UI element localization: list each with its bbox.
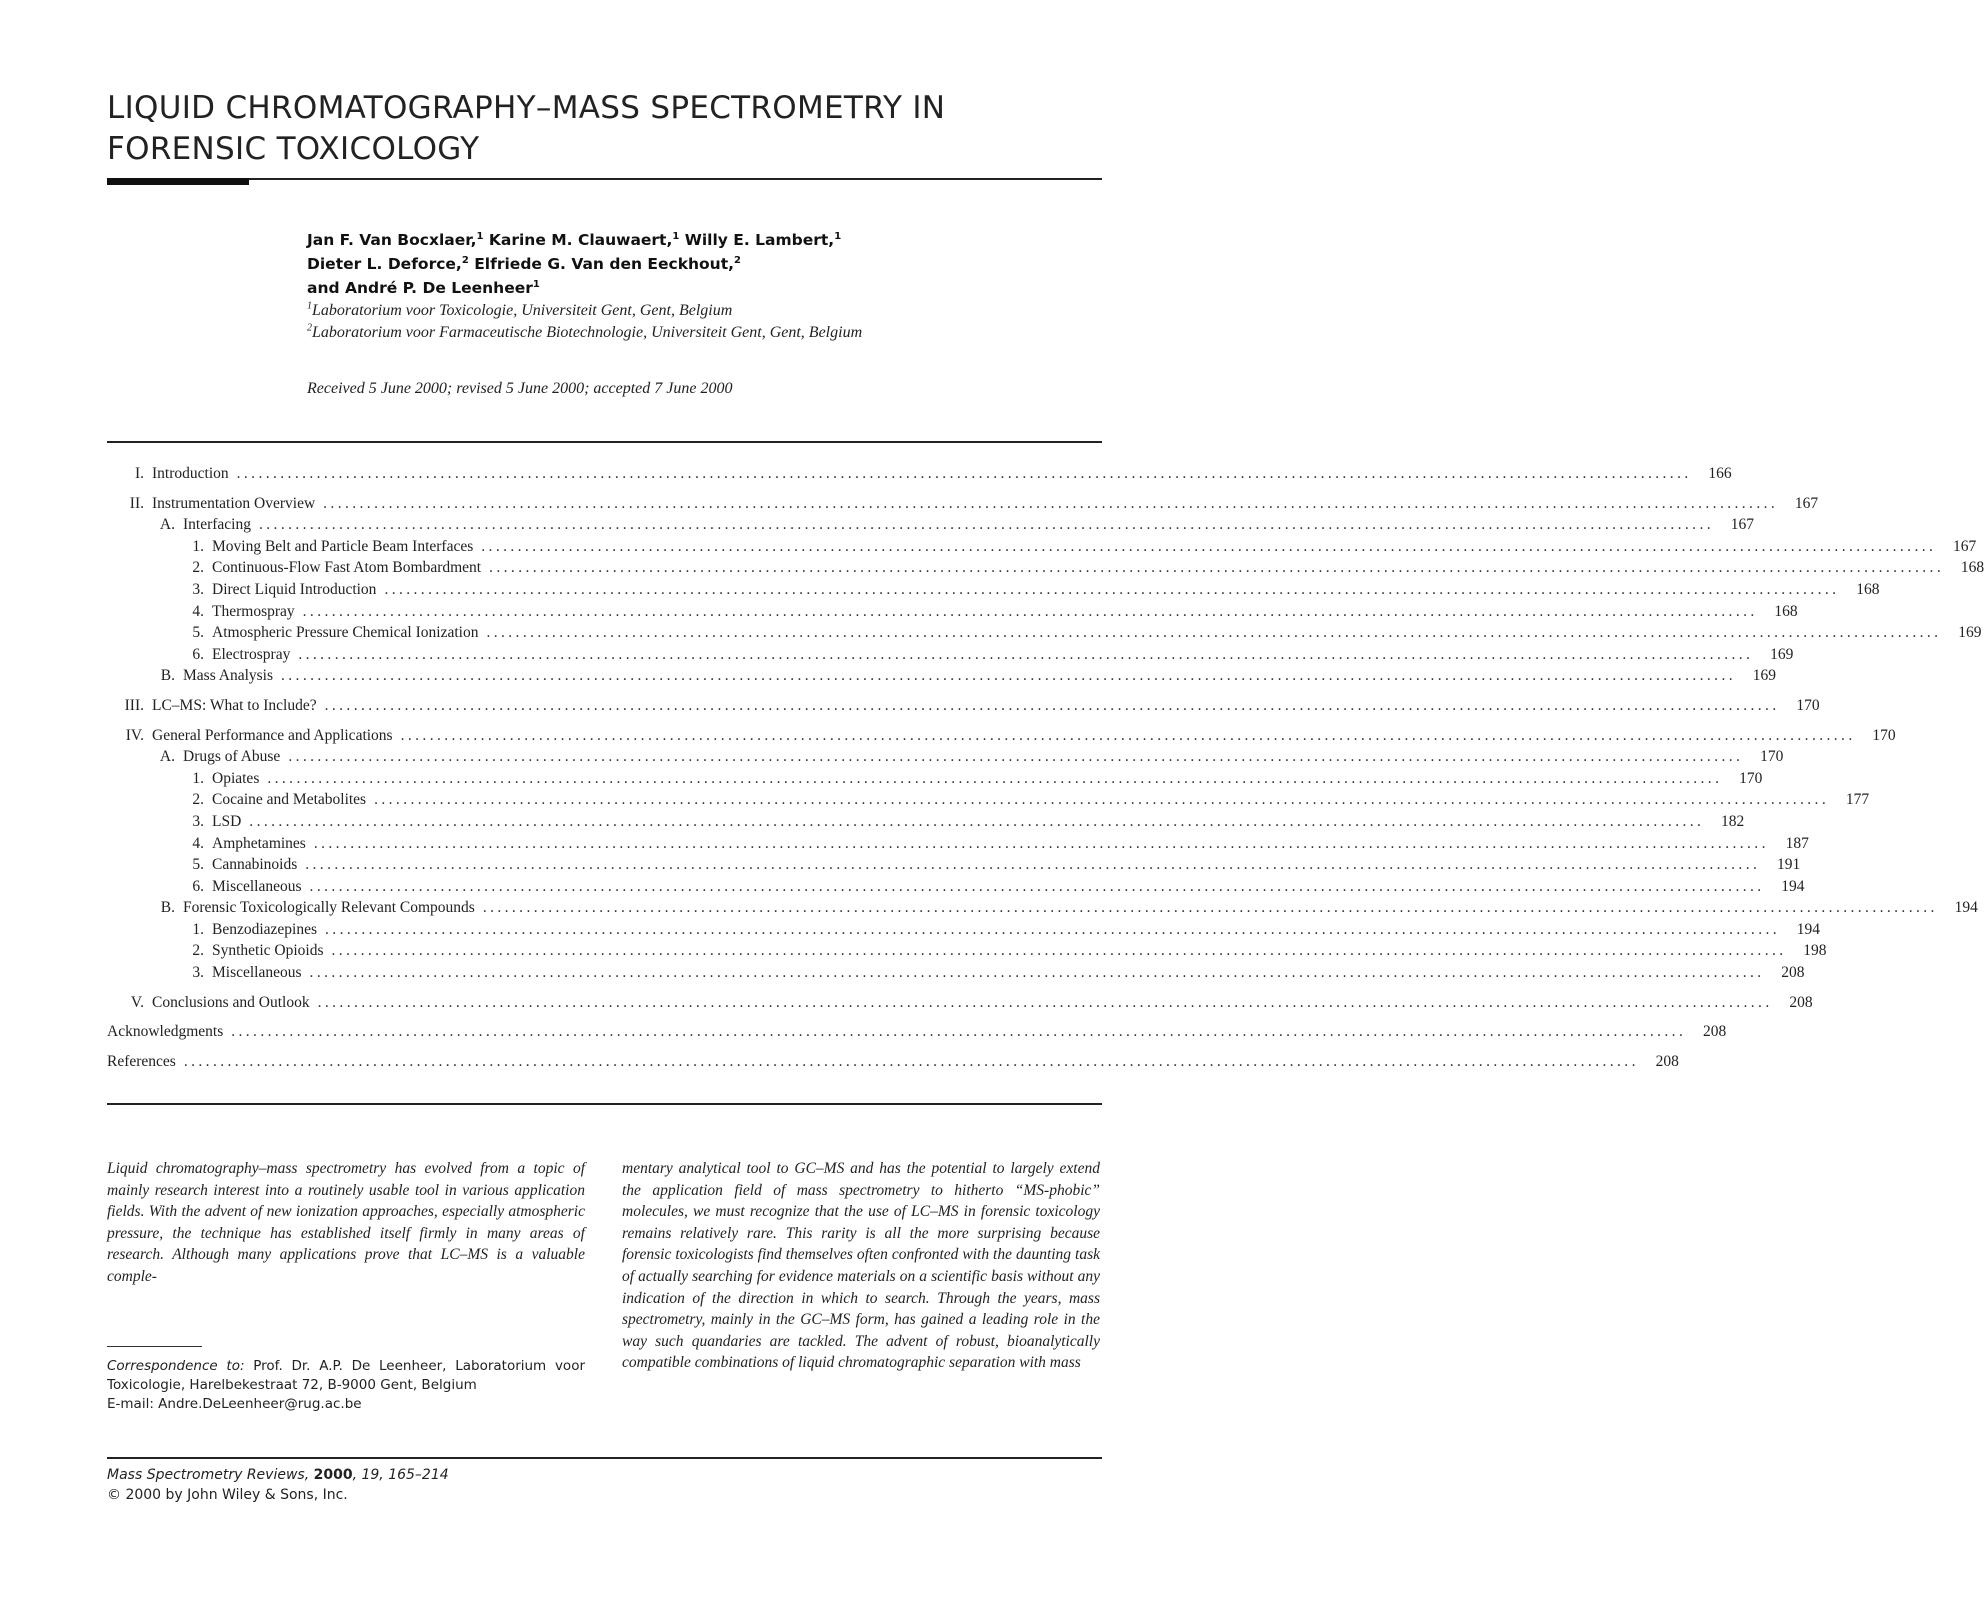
- toc-row: [107, 1051, 1679, 1073]
- toc-leader-dots: ........................................................................................................................................................................................................: [323, 494, 1779, 512]
- toc-row: [107, 789, 1870, 811]
- toc-number: 3.: [192, 580, 204, 598]
- toc-label: Acknowledgments: [107, 1023, 224, 1041]
- toc-label: References: [107, 1052, 176, 1070]
- toc-top-rule: [107, 441, 1102, 443]
- toc-row: [107, 695, 1820, 717]
- toc-leader-dots: ........................................................................................................................................................................................................: [236, 465, 1692, 482]
- toc-number: 1.: [192, 537, 204, 555]
- abstract-column-left: Liquid chromatography–mass spectrometry has evolved from a topic of mainly research interest into a routinely usable tool in various application fields. With the advent of new ionization approaches, especially atmospheric pressure, the technique has established itself firmly in many areas of research. Although many applications prove that LC–MS is a valuable comple-: [107, 1160, 585, 1285]
- toc-leader-dots: ........................................................................................................................................................................................................: [325, 920, 1781, 938]
- toc-label: Forensic Toxicologically Relevant Compounds: [183, 899, 475, 917]
- toc-page-number: 169: [1958, 624, 1982, 642]
- toc-number: 5.: [192, 856, 204, 874]
- correspondence-lead: Correspondence to:: [107, 1358, 245, 1374]
- toc-page-number: 166: [1708, 465, 1732, 482]
- toc-bottom-rule: [107, 1103, 1102, 1105]
- toc-leader-dots: ........................................................................................................................................................................................................: [298, 645, 1754, 663]
- toc-page-number: 170: [1739, 769, 1763, 787]
- toc-number: II.: [129, 494, 144, 512]
- toc-leader-dots: ........................................................................................................................................................................................................: [309, 877, 1765, 895]
- toc-row: [107, 919, 1821, 941]
- author: Jan F. Van Bocxlaer,$^1$: [307, 230, 484, 249]
- toc-leader-dots: ........................................................................................................................................................................................................: [331, 942, 1787, 960]
- toc-number: 2.: [192, 559, 204, 577]
- author: Elfriede G. Van den Eeckhout,$^2$: [474, 254, 741, 273]
- toc-label: Opiates: [212, 769, 260, 787]
- toc-page-number: 194: [1954, 899, 1978, 917]
- toc-row: [107, 811, 1745, 833]
- toc-label: LSD: [212, 812, 242, 830]
- footnote-rule: [107, 1346, 202, 1347]
- toc-row: [107, 463, 1732, 485]
- toc-label: Miscellaneous: [212, 964, 302, 982]
- toc-leader-dots: ........................................................................................................................................................................................................: [231, 1023, 1687, 1041]
- toc-number: 6.: [192, 877, 204, 895]
- toc-page-number: 187: [1785, 834, 1809, 852]
- toc-number: B.: [160, 899, 175, 917]
- affiliation: $^1$Laboratorium voor Toxicologie, Universiteit Gent, Gent, Belgium: [307, 300, 733, 319]
- table-of-contents: [107, 463, 1984, 1072]
- toc-row: [107, 746, 1784, 768]
- toc-leader-dots: ........................................................................................................................................................................................................: [384, 580, 1840, 598]
- toc-page-number: 167: [1953, 537, 1977, 555]
- toc-leader-dots: ........................................................................................................................................................................................................: [374, 791, 1830, 809]
- toc-page-number: 194: [1796, 920, 1821, 938]
- toc-row: [107, 833, 1809, 855]
- toc-page-number: 191: [1777, 856, 1801, 874]
- toc-page-number: 169: [1752, 667, 1776, 685]
- toc-label: Direct Liquid Introduction: [212, 580, 377, 598]
- toc-page-number: 208: [1702, 1023, 1727, 1041]
- author: Karine M. Clauwaert,$^1$: [488, 230, 680, 249]
- toc-row: [107, 962, 1805, 984]
- toc-leader-dots: ........................................................................................................................................................................................................: [259, 516, 1714, 534]
- toc-number: 4.: [192, 602, 204, 620]
- toc-page-number: 168: [1960, 559, 1984, 577]
- toc-number: 2.: [192, 942, 204, 960]
- toc-leader-dots: ........................................................................................................................................................................................................: [317, 993, 1773, 1011]
- toc-page-number: 177: [1845, 791, 1870, 809]
- toc-page-number: 170: [1872, 726, 1896, 744]
- toc-page-number: 182: [1721, 812, 1745, 830]
- article-title: LIQUID CHROMATOGRAPHY–MASS SPECTROMETRY IN FORENSIC TOXICOLOGY: [107, 90, 946, 167]
- toc-label: Mass Analysis: [183, 667, 273, 685]
- toc-label: Miscellaneous: [212, 877, 302, 895]
- title-rule: [107, 178, 1102, 180]
- toc-page-number: 168: [1856, 580, 1880, 598]
- abstract-column-right: mentary analytical tool to GC–MS and has the potential to largely extend the application field of mass spectrometry to hitherto “MS-phobic” molecules, we must recognize that the use of LC–MS in forensic toxicology remains relatively rare. This rarity is all the more surprising because forensic toxicologists find themselves often confronted with the daunting task of actually searching for evidence materials on a scientific basis without any indication of the direction in which to search. Through the years, mass spectrometry, mainly in the GC–MS form, has gained a leading role in the way such quandaries are tackled. The advent of robust, bioanalytically compatible combinations of liquid chromatographic separation with mass: [622, 1160, 1100, 1372]
- toc-row: [107, 940, 1827, 962]
- toc-leader-dots: ........................................................................................................................................................................................................: [313, 834, 1769, 852]
- toc-number: 6.: [192, 645, 204, 663]
- toc-row: [107, 897, 1978, 919]
- toc-label: Instrumentation Overview: [152, 494, 316, 512]
- toc-row: [107, 854, 1801, 876]
- toc-label: Synthetic Opioids: [212, 942, 324, 960]
- toc-number: A.: [159, 748, 175, 766]
- received-dates: Received 5 June 2000; revised 5 June 2000; accepted 7 June 2000: [307, 380, 733, 397]
- toc-number: 3.: [192, 964, 204, 982]
- footer-rule: [107, 1457, 1102, 1459]
- toc-label: Continuous-Flow Fast Atom Bombardment: [212, 559, 482, 577]
- toc-page-number: 168: [1774, 602, 1798, 620]
- toc-label: Electrospray: [212, 645, 291, 663]
- toc-row: [107, 644, 1794, 666]
- toc-leader-dots: ........................................................................................................................................................................................................: [302, 602, 1758, 620]
- toc-page-number: 169: [1770, 645, 1794, 663]
- toc-number: 3.: [192, 812, 204, 830]
- toc-leader-dots: ........................................................................................................................................................................................................: [400, 726, 1856, 744]
- toc-leader-dots: ........................................................................................................................................................................................................: [281, 667, 1736, 685]
- affiliations: [307, 300, 1027, 344]
- toc-label: Amphetamines: [212, 834, 306, 852]
- correspondence-footnote: [107, 1357, 585, 1414]
- copyright: © 2000 by John Wiley & Sons, Inc.: [107, 1487, 348, 1503]
- toc-leader-dots: ........................................................................................................................................................................................................: [305, 856, 1761, 874]
- toc-number: 4.: [192, 834, 204, 852]
- toc-leader-dots: ........................................................................................................................................................................................................: [486, 624, 1942, 642]
- toc-page-number: 167: [1794, 494, 1819, 512]
- toc-number: V.: [130, 993, 144, 1011]
- toc-row: [107, 665, 1776, 687]
- toc-label: Cannabinoids: [212, 856, 298, 874]
- toc-number: III.: [124, 696, 144, 714]
- author-list: [307, 228, 1027, 300]
- toc-row: [107, 579, 1880, 601]
- toc-row: [107, 536, 1977, 558]
- author: and André P. De Leenheer$^1$: [307, 278, 540, 297]
- toc-number: 1.: [192, 769, 204, 787]
- toc-leader-dots: ........................................................................................................................................................................................................: [288, 748, 1744, 766]
- toc-label: Cocaine and Metabolites: [212, 791, 367, 809]
- affiliation: $^2$Laboratorium voor Farmaceutische Biotechnologie, Universiteit Gent, Gent, Belgium: [307, 322, 863, 341]
- toc-label: Thermospray: [212, 602, 295, 620]
- toc-number: A.: [159, 516, 175, 534]
- toc-page-number: 208: [1781, 964, 1805, 982]
- toc-row: [107, 768, 1763, 790]
- journal-footer: [107, 1465, 807, 1505]
- toc-row: [107, 876, 1805, 898]
- toc-label: LC–MS: What to Include?: [152, 696, 317, 714]
- toc-number: 5.: [192, 624, 204, 642]
- author: Dieter L. Deforce,$^2$: [307, 254, 469, 273]
- toc-page-number: 170: [1760, 748, 1784, 766]
- toc-row: [107, 557, 1984, 579]
- toc-row: [107, 493, 1819, 515]
- toc-page-number: 170: [1796, 696, 1820, 714]
- toc-label: Interfacing: [183, 516, 251, 534]
- toc-leader-dots: ........................................................................................................................................................................................................: [183, 1052, 1639, 1070]
- toc-label: Benzodiazepines: [212, 920, 318, 938]
- toc-leader-dots: ........................................................................................................................................................................................................: [482, 899, 1938, 917]
- toc-row: [107, 601, 1798, 623]
- toc-page-number: 198: [1803, 942, 1827, 960]
- toc-number: IV.: [125, 726, 144, 744]
- toc-number: I.: [134, 465, 144, 482]
- toc-label: Moving Belt and Particle Beam Interfaces: [212, 537, 474, 555]
- title-accent-bar: [107, 178, 249, 185]
- toc-row: [107, 725, 1896, 747]
- correspondence-text: Prof. Dr. A.P. De Leenheer, Laboratorium voor Toxicologie, Harelbekestraat 72, B-9000 Gent, Belgium: [107, 1358, 586, 1393]
- toc-label: Conclusions and Outlook: [152, 993, 310, 1011]
- toc-row: [107, 514, 1754, 536]
- toc-leader-dots: ........................................................................................................................................................................................................: [481, 537, 1937, 555]
- toc-row: [107, 992, 1813, 1014]
- toc-leader-dots: ........................................................................................................................................................................................................: [309, 964, 1765, 982]
- toc-label: Drugs of Abuse: [183, 748, 281, 766]
- author: Willy E. Lambert,$^1$: [684, 230, 842, 249]
- toc-page-number: 208: [1789, 993, 1813, 1011]
- toc-leader-dots: ........................................................................................................................................................................................................: [324, 696, 1780, 714]
- toc-number: B.: [160, 667, 175, 685]
- toc-row: [107, 622, 1982, 644]
- toc-label: Atmospheric Pressure Chemical Ionization: [212, 624, 479, 642]
- toc-row: [107, 1021, 1727, 1043]
- journal-citation: Mass Spectrometry Reviews, 2000, 19, 165–214: [107, 1467, 449, 1483]
- correspondence-email: E-mail: Andre.DeLeenheer@rug.ac.be: [107, 1396, 362, 1412]
- toc-page-number: 167: [1730, 516, 1754, 534]
- toc-number: 2.: [192, 791, 204, 809]
- toc-page-number: 208: [1655, 1052, 1679, 1070]
- toc-number: 1.: [192, 920, 204, 938]
- toc-page-number: 194: [1781, 877, 1805, 895]
- toc-label: Introduction: [152, 465, 229, 482]
- toc-leader-dots: ........................................................................................................................................................................................................: [267, 769, 1723, 787]
- toc-leader-dots: ........................................................................................................................................................................................................: [489, 559, 1945, 577]
- toc-leader-dots: ........................................................................................................................................................................................................: [249, 812, 1705, 830]
- toc-label: General Performance and Applications: [152, 726, 393, 744]
